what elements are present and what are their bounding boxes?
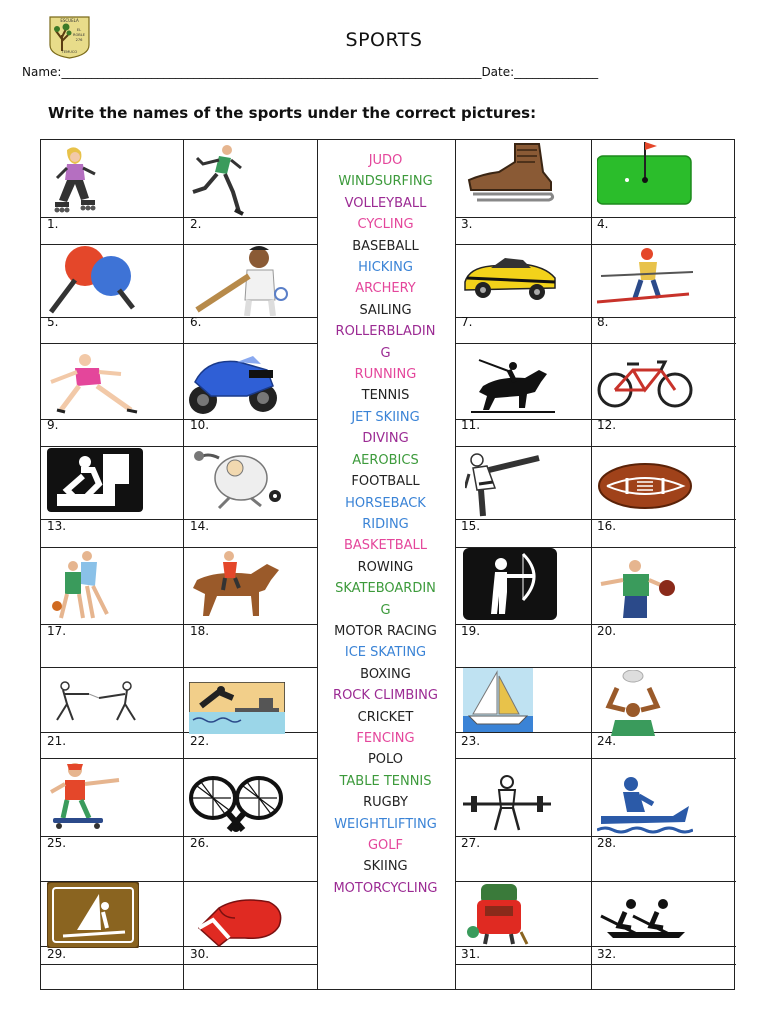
- picture-number: 16.: [597, 519, 617, 533]
- word-bank-item: HORSEBACK: [345, 495, 426, 511]
- word-bank-item: RIDING: [362, 516, 409, 532]
- word-bank-item: MOTORCYCLING: [333, 880, 438, 896]
- picture-number: 17.: [47, 624, 67, 638]
- picture-number: 28.: [597, 836, 617, 850]
- row-divider: [41, 519, 317, 520]
- row-divider: [455, 946, 736, 947]
- instructions: Write the names of the sports under the correct pictures:: [48, 104, 537, 122]
- row-divider: [455, 836, 736, 837]
- word-bank-item: JET SKIING: [351, 409, 420, 425]
- word-bank-item: ROCK CLIMBING: [333, 688, 438, 704]
- row-divider: [455, 317, 736, 318]
- volleyball-player-icon: [597, 670, 669, 736]
- row-divider: [455, 419, 736, 420]
- rock-climbing-sign-icon: [47, 448, 143, 512]
- word-bank-item: AEROBICS: [352, 452, 419, 468]
- row-divider: [455, 732, 736, 733]
- word-bank-item: ARCHERY: [355, 281, 416, 297]
- horse-rider-icon: [187, 550, 285, 618]
- row-divider: [41, 964, 317, 965]
- picture-number: 19.: [461, 624, 481, 638]
- word-bank-item: CYCLING: [357, 217, 414, 233]
- boxing-player-icon: [189, 448, 287, 512]
- picture-number: 27.: [461, 836, 481, 850]
- row-divider: [455, 758, 736, 759]
- word-bank-item: ROLLERBLADIN: [335, 324, 436, 340]
- word-bank-item: BOXING: [360, 666, 411, 682]
- picture-number: 29.: [47, 947, 67, 961]
- picture-number: 26.: [190, 836, 210, 850]
- picture-number: 18.: [190, 624, 210, 638]
- row-divider: [41, 317, 317, 318]
- rowing-icon: [597, 898, 689, 946]
- word-bank-item: DIVING: [362, 431, 409, 447]
- row-divider: [455, 519, 736, 520]
- picture-number: 31.: [461, 947, 481, 961]
- ice-skate-icon: [463, 142, 559, 202]
- word-bank-item: BASKETBALL: [343, 538, 428, 554]
- picture-number: 2.: [190, 217, 202, 231]
- picture-number: 14.: [190, 519, 210, 533]
- logo-text-4: TEMUCO: [61, 50, 78, 54]
- picture-number: 4.: [597, 217, 609, 231]
- picture-number: 22.: [190, 734, 210, 748]
- picture-number: 8.: [597, 315, 609, 329]
- hiking-backpack-icon: [465, 882, 533, 946]
- picture-number: 32.: [597, 947, 617, 961]
- tennis-rackets-icon: [187, 776, 285, 834]
- picture-number: 11.: [461, 418, 481, 432]
- word-bank-item: TENNIS: [361, 388, 410, 404]
- row-divider: [455, 964, 736, 965]
- picture-number: 20.: [597, 624, 617, 638]
- running-man-icon: [187, 142, 245, 216]
- word-bank-item: BASEBALL: [352, 238, 419, 254]
- sports-car-icon: [461, 254, 559, 302]
- fencers-icon: [47, 680, 143, 724]
- word-bank-item: WINDSURFING: [338, 174, 433, 190]
- cricket-player-icon: [189, 244, 289, 316]
- polo-horse-icon: [469, 358, 557, 414]
- word-bank-item: MOTOR RACING: [334, 623, 437, 639]
- word-bank-item: SKIING: [363, 859, 408, 875]
- word-bank-item: G: [380, 345, 391, 361]
- row-divider: [455, 343, 736, 344]
- picture-number: 13.: [47, 519, 67, 533]
- word-bank: [316, 150, 455, 899]
- word-bank-item: G: [380, 602, 391, 618]
- picture-number: 30.: [190, 947, 210, 961]
- picture-number: 1.: [47, 217, 59, 231]
- column-divider: [455, 140, 456, 989]
- word-bank-item: WEIGHTLIFTING: [334, 816, 437, 832]
- word-bank-item: FENCING: [356, 730, 415, 746]
- page-title: SPORTS: [345, 29, 423, 51]
- picture-number: 5.: [47, 315, 59, 329]
- column-divider: [591, 140, 592, 989]
- logo-text-0: ESCUELA: [60, 18, 79, 23]
- picture-number: 3.: [461, 217, 473, 231]
- table-tennis-paddles-icon: [47, 246, 137, 316]
- row-divider: [41, 836, 317, 837]
- row-divider: [41, 419, 317, 420]
- picture-number: 15.: [461, 519, 481, 533]
- baseball-catcher-icon: [597, 558, 677, 620]
- row-divider: [41, 758, 317, 759]
- weightlifter-icon: [461, 774, 553, 832]
- row-divider: [41, 446, 317, 447]
- karate-kick-icon: [465, 448, 545, 518]
- picture-number: 23.: [461, 734, 481, 748]
- diving-board-icon: [189, 682, 285, 734]
- boxing-glove-icon: [189, 894, 285, 950]
- skateboarder-icon: [45, 762, 123, 832]
- word-bank-item: JUDO: [368, 153, 403, 168]
- logo-text-2: ROBLE: [72, 33, 86, 37]
- word-bank-item: ICE SKATING: [344, 645, 427, 661]
- logo-text-3: 276: [75, 38, 83, 42]
- word-bank-item: TABLE TENNIS: [339, 773, 432, 789]
- column-divider: [183, 140, 184, 989]
- sailboat-icon: [463, 668, 533, 732]
- golf-green-icon: [597, 140, 693, 206]
- word-bank-item: RUGBY: [363, 795, 408, 811]
- picture-number: 6.: [190, 315, 202, 329]
- aerobics-woman-icon: [47, 352, 141, 416]
- picture-number: 12.: [597, 418, 617, 432]
- row-divider: [41, 217, 317, 218]
- word-bank-item: SKATEBOARDIN: [335, 581, 436, 597]
- picture-number: 24.: [597, 734, 617, 748]
- row-divider: [41, 667, 317, 668]
- basketball-players-icon: [47, 548, 113, 624]
- word-bank-item: GOLF: [367, 838, 404, 853]
- archery-sign-icon: [463, 548, 557, 620]
- jet-ski-icon: [597, 776, 693, 838]
- word-bank-item: SAILING: [359, 302, 412, 318]
- name-date-text: Name:______________________________________________________________________Date:___________: [22, 65, 581, 79]
- word-bank-item: CRICKET: [357, 709, 414, 725]
- picture-number: 9.: [47, 418, 59, 432]
- picture-number: 25.: [47, 836, 67, 850]
- word-bank-item: VOLLEYBALL: [344, 195, 427, 211]
- picture-number: 21.: [47, 734, 67, 748]
- windsurfing-sign-icon: [47, 882, 139, 948]
- row-divider: [455, 624, 736, 625]
- word-bank-item: HICKING: [358, 260, 413, 276]
- row-divider: [41, 624, 317, 625]
- row-divider: [455, 446, 736, 447]
- name-date-tail: ___: [580, 65, 599, 79]
- name-date-line[interactable]: [22, 64, 746, 80]
- rollerblading-girl-icon: [49, 144, 99, 216]
- bicycle-icon: [597, 356, 693, 410]
- row-divider: [455, 217, 736, 218]
- skier-icon: [597, 244, 693, 306]
- logo-text-1: EL: [76, 28, 82, 32]
- word-bank-item: RUNNING: [354, 367, 417, 383]
- picture-number: 10.: [190, 418, 210, 432]
- row-divider: [41, 343, 317, 344]
- rugby-ball-icon: [597, 462, 693, 510]
- row-divider: [455, 244, 736, 245]
- word-bank-item: POLO: [367, 752, 404, 768]
- picture-number: 7.: [461, 315, 473, 329]
- word-bank-item: ROWING: [357, 559, 414, 575]
- word-bank-item: FOOTBALL: [351, 474, 420, 490]
- motorcycle-icon: [187, 352, 283, 418]
